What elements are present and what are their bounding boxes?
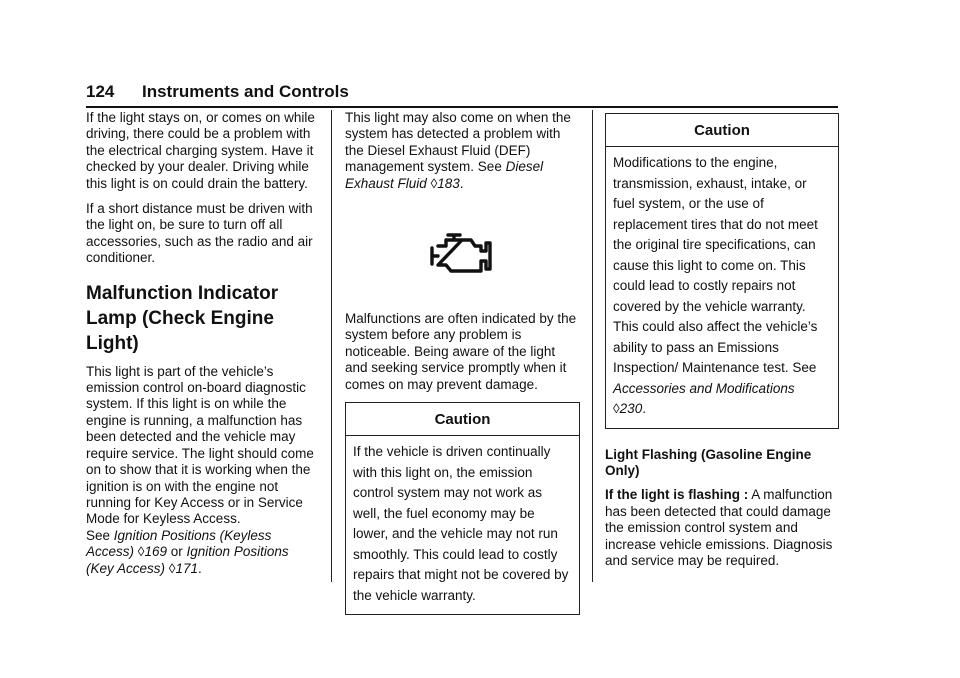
subheading: Light Flashing (Gasoline Engine Only) xyxy=(605,446,812,478)
column-divider xyxy=(592,110,593,582)
paragraph: If the light stays on, or comes on while driving, there could be a problem with the electrical charging system. Have it checked by your dealer. Driving while this light is on could drain the battery. xyxy=(86,110,315,191)
section-title: Instruments and Controls xyxy=(142,82,349,101)
caution-title: Caution xyxy=(606,114,838,147)
caution-text: If the vehicle is driven continually with this light on, the emission control system may not work as well, the fuel economy may be lower, and the vehicle may not run smoothly. This could lead to costly repairs that might not be covered by the vehicle warranty. xyxy=(353,444,569,603)
caution-box xyxy=(605,113,839,429)
paragraph: This light may also come on when the system has detected a problem with the Diesel Exhaust Fluid (DEF) management system. See Diesel Exhaust Fluid ◊183. xyxy=(345,110,571,191)
header-rule xyxy=(86,106,838,108)
column-divider xyxy=(331,110,332,582)
page-number: 124 xyxy=(86,82,115,101)
column-left xyxy=(86,110,318,586)
page-ref[interactable]: 169 xyxy=(144,544,167,560)
page-ref-icon: ◊ xyxy=(613,401,620,416)
cross-reference-link[interactable]: Ignition Positions (Key Access) xyxy=(86,544,289,576)
page-ref[interactable]: 171 xyxy=(175,560,198,576)
cross-reference-link[interactable]: Accessories and Modifications xyxy=(613,380,795,396)
check-engine-icon xyxy=(429,231,493,281)
cross-reference-link[interactable]: Ignition Positions (Keyless Access) xyxy=(86,527,272,560)
column-right xyxy=(605,110,839,578)
caution-text: Modifications to the engine, transmission, exhaust, intake, or fuel system, or the use of replacement tires that do not meet the original tire specifications, can cause this light to come on. This could lead to costly repairs not covered by the vehicle warranty. This could also affect the vehicle’s ability to pass an Emissions Inspection/ Maintenance test. See Accessories and Modifications ◊230. xyxy=(613,155,818,416)
page-ref-icon: ◊ xyxy=(430,175,438,191)
page-header xyxy=(86,82,838,106)
caution-title: Caution xyxy=(346,403,579,436)
cross-reference-link[interactable]: Diesel Exhaust Fluid xyxy=(345,159,544,191)
lead-in: If the light is flashing : xyxy=(605,487,749,503)
paragraph: This light is part of the vehicle’s emission control on-board diagnostic system. If this light is on while the engine is running, a malfunction has been detected and the vehicle may require service. The light should come on to show that it is working when the ignition is on with the engine not running for Key Access or in Service Mode for Keyless Access. See Ignition Positions (Keyless Access) ◊169 or Ignition Positions (Key Access) ◊171. xyxy=(86,363,314,576)
paragraph: If a short distance must be driven with the light on, be sure to turn off all accessories, such as the radio and air conditioner. xyxy=(86,201,313,266)
page-ref-icon: ◊ xyxy=(168,560,176,576)
page-ref[interactable]: 230 xyxy=(619,401,643,416)
paragraph: Malfunctions are often indicated by the system before any problem is noticeable. Being aware of the light and seeking service promptly when it comes on may prevent damage. xyxy=(345,311,577,392)
section-heading: Malfunction Indicator Lamp (Check Engine Light) xyxy=(86,282,279,354)
caution-box xyxy=(345,402,580,615)
page-ref[interactable]: 183 xyxy=(437,175,460,191)
paragraph: If the light is flashing : A malfunction has been detected that could damage the emission control system and increase vehicle emissions. Diagnosis and service may be required. xyxy=(605,487,833,568)
icon-figure xyxy=(345,201,580,299)
column-middle xyxy=(345,110,580,615)
page-ref-icon: ◊ xyxy=(137,544,145,560)
